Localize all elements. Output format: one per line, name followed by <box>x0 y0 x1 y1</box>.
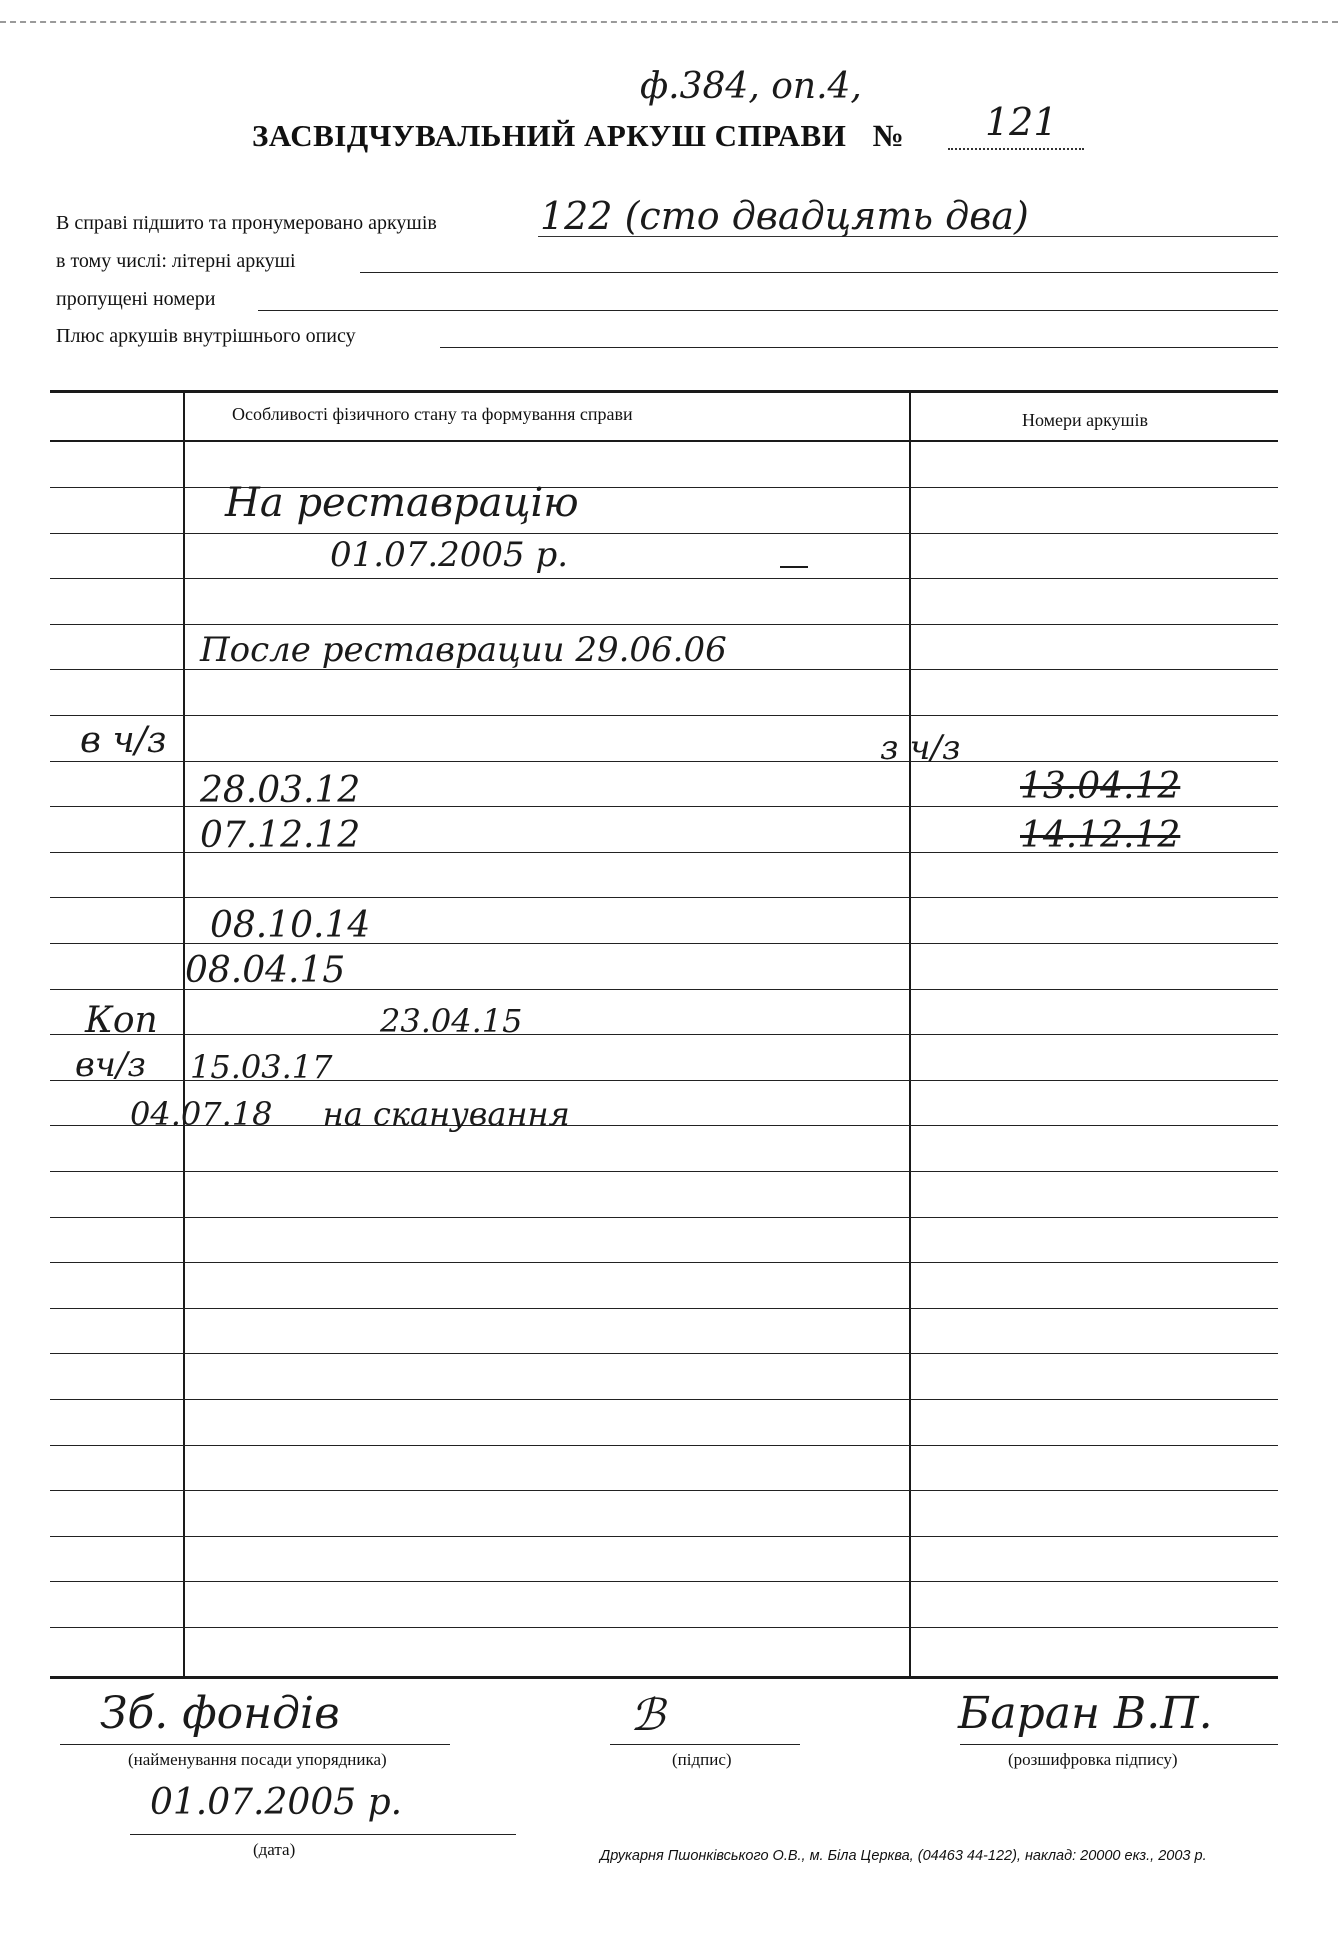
table-row-line <box>50 897 1278 898</box>
archive-reference: ф.384, оп.4, <box>640 66 862 107</box>
margin-note-copy: Коп <box>85 1000 158 1041</box>
margin-note-from-reading-room: з ч/з <box>880 728 961 768</box>
letter-sheets-label: в тому числі: літерні аркуші <box>56 250 296 272</box>
table-row-line <box>50 761 1278 762</box>
column-header-features: Особливості фізичного стану та формування справи <box>232 404 633 424</box>
table-row-line <box>50 1034 1278 1035</box>
table-row-line <box>50 533 1278 534</box>
entry-return-date-1: 13.04.12 <box>1020 766 1181 807</box>
printer-imprint: Друкарня Пшонківського О.В., м. Біла Церква, (04463 44-122), наклад: 20000 екз., 2003 р. <box>600 1848 1207 1864</box>
column-header-sheet-numbers: Номери аркушів <box>1022 410 1149 430</box>
table-row-line <box>50 1445 1278 1446</box>
entry-issue-date-3: 08.10.14 <box>210 905 371 946</box>
entry-return-date-2: 14.12.12 <box>1020 815 1181 856</box>
decoded-signature-line <box>960 1744 1278 1745</box>
skipped-numbers-label: пропущені номери <box>56 288 216 310</box>
skipped-numbers-line <box>258 310 1278 311</box>
margin-note-reading-room-2: вч/з <box>75 1045 146 1085</box>
entry-restoration-date: 01.07.2005 р. <box>330 535 569 575</box>
signature-caption: (підпис) <box>672 1750 732 1769</box>
entry-issue-date-2: 07.12.12 <box>200 815 361 856</box>
table-header-border <box>50 440 1278 442</box>
position-value: Зб. фондів <box>100 1688 340 1739</box>
number-sign: № <box>872 118 905 153</box>
table-row-line <box>50 624 1278 625</box>
table-row-line <box>50 1262 1278 1263</box>
case-number-line <box>948 148 1084 150</box>
entry-issue-date-1: 28.03.12 <box>200 770 361 811</box>
table-row-line <box>50 1308 1278 1309</box>
table-row-line <box>50 1536 1278 1537</box>
table-row-line <box>50 1399 1278 1400</box>
entry-scan-note: на сканування <box>322 1095 570 1133</box>
case-number: 121 <box>985 100 1058 144</box>
entry-copy-date: 23.04.15 <box>380 1002 523 1040</box>
table-row-line <box>50 1171 1278 1172</box>
table-row-line <box>50 1353 1278 1354</box>
entry-after-restoration: После реставрации 29.06.06 <box>200 630 727 670</box>
letter-sheets-line <box>360 272 1278 273</box>
table-row-line <box>50 1581 1278 1582</box>
position-caption: (найменування посади упорядника) <box>128 1750 387 1769</box>
date-caption: (дата) <box>253 1840 296 1859</box>
table-row-line <box>50 1627 1278 1628</box>
entry-restoration: На реставрацію <box>225 480 579 526</box>
sheets-value: 122 (сто двадцять два) <box>540 194 1029 238</box>
date-line <box>130 1834 516 1835</box>
entry-scan-date-value: 04.07.18 <box>130 1095 273 1133</box>
entry-restoration-dash <box>780 566 808 568</box>
decoded-signature-value: Баран В.П. <box>958 1688 1213 1739</box>
scan-edge-top <box>0 21 1338 23</box>
decoded-signature-caption: (розшифровка підпису) <box>1008 1750 1178 1769</box>
signature-line <box>610 1744 800 1745</box>
page-title <box>252 118 904 154</box>
table-row-line <box>50 715 1278 716</box>
entry-issue-date-4: 08.04.15 <box>185 950 346 991</box>
inventory-label: Плюс аркушів внутрішнього опису <box>56 325 356 347</box>
table-bottom-border <box>50 1676 1278 1679</box>
title-text: ЗАСВІДЧУВАЛЬНИЙ АРКУШ СПРАВИ <box>252 118 847 153</box>
table-top-border <box>50 390 1278 393</box>
table-row-line <box>50 578 1278 579</box>
inventory-line <box>440 347 1278 348</box>
entry-issue-date-5: 15.03.17 <box>190 1048 333 1086</box>
entry-scan-date <box>130 1095 570 1133</box>
sheets-label: В справі підшито та пронумеровано аркушів <box>56 212 437 234</box>
signature-mark: ℬ <box>630 1690 665 1741</box>
table-row-line <box>50 1217 1278 1218</box>
date-value: 01.07.2005 р. <box>150 1782 403 1823</box>
position-line <box>60 1744 450 1745</box>
table-row-line <box>50 1490 1278 1491</box>
margin-note-reading-room: в ч/з <box>80 720 167 761</box>
